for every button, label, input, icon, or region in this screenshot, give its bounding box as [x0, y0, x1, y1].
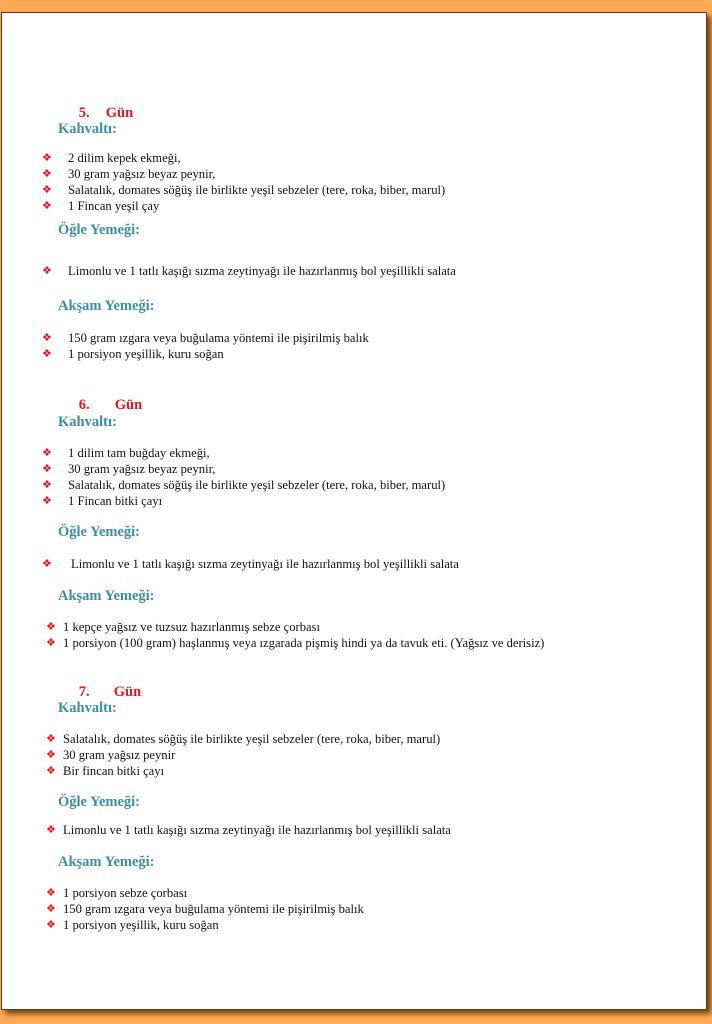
four-diamond-bullet-icon: ❖	[42, 557, 52, 570]
four-diamond-bullet-icon: ❖	[42, 462, 52, 475]
four-diamond-bullet-icon: ❖	[42, 494, 52, 507]
day-7-breakfast-heading: Kahvaltı:	[58, 700, 117, 716]
four-diamond-bullet-icon: ❖	[42, 151, 52, 164]
four-diamond-bullet-icon: ❖	[42, 199, 52, 212]
day-number: 7.	[78, 684, 90, 700]
four-diamond-bullet-icon: ❖	[42, 183, 52, 196]
day-number: 6.	[78, 397, 90, 413]
day-6-lunch-heading: Öğle Yemeği:	[58, 524, 141, 540]
day-5-breakfast-heading: Kahvaltı:	[58, 121, 117, 137]
day-number: 5.	[78, 105, 90, 121]
page-content: 5. Gün Kahvaltı: ❖ 2 dilim kepek ekmeği, ❖ 30 gram yağsız beyaz peynir, ❖ Salatalık, domates söğüş ile birlikte yeşil sebzeler (tere, roka, biber, marul) ❖ 1 Fincan yeşil çay Öğle Yemeği: ❖ Limonlu ve 1 tatlı kaşığı sızma zeytinyağı ile hazırlanmış bol yeşillikli salata Akşam Yemeği: ❖ 150 gram ızgara veya buğulama yöntemi ile pişirilmiş balık ❖ 1 porsiyon yeşillik, kuru soğan 6. Gün Kahvaltı: ❖ 1 dilim tam buğday ekmeği, ❖ 30 gram yağsız beyaz peynir, ❖ Salatalık, domates söğüş ile birlikte yeşil sebzeler (tere, roka, biber, marul) ❖ 1 Fincan bitki çayı Öğle Yemeği: ❖ Limonlu ve 1 tatlı kaşığı sızma zeytinyağı ile hazırlanmış bol yeşillikli salata Akşam Yemeği: ❖ 1 kepçe yağsız ve tuzsuz hazırlanmış sebze çorbası ❖ 1 porsiyon (100 gram) haşlanmış veya ızgarada pişmiş hindi ya da tavuk eti. (Yağsız ve derisiz) 7. Gün Kahvaltı: ❖ Salatalık, domates söğüş ile birlikte yeşil sebzeler (tere, roka, biber, marul) ❖ 30 gram yağsız peynir ❖ Bir fincan bitki çayı Öğle Yemeği: ❖ Limonlu ve 1 tatlı kaşığı sızma zeytinyağı ile hazırlanmış bol yeşillikli salata Akşam Yemeği: ❖ 1 porsiyon sebze çorbası ❖ 150 gram ızgara veya buğulama yöntemi ile pişirilmiş balık ❖ 1 porsiyon yeşillik, kuru soğan	[2, 13, 706, 1009]
four-diamond-bullet-icon: ❖	[42, 347, 52, 360]
four-diamond-bullet-icon: ❖	[42, 331, 52, 344]
four-diamond-bullet-icon: ❖	[42, 167, 52, 180]
day-5-lunch-heading: Öğle Yemeği:	[58, 222, 141, 238]
four-diamond-bullet-icon: ❖	[46, 620, 56, 633]
four-diamond-bullet-icon: ❖	[46, 764, 56, 777]
four-diamond-bullet-icon: ❖	[46, 636, 56, 649]
four-diamond-bullet-icon: ❖	[42, 446, 52, 459]
day-7-dinner-heading: Akşam Yemeği:	[58, 854, 155, 870]
four-diamond-bullet-icon: ❖	[46, 732, 56, 745]
four-diamond-bullet-icon: ❖	[46, 748, 56, 761]
day-6-breakfast-heading: Kahvaltı:	[58, 414, 117, 430]
day-label: Gün	[114, 397, 143, 413]
four-diamond-bullet-icon: ❖	[46, 918, 56, 931]
four-diamond-bullet-icon: ❖	[42, 478, 52, 491]
day-label: Gün	[113, 684, 142, 700]
day-6-dinner-heading: Akşam Yemeği:	[58, 588, 155, 604]
document-page	[1, 12, 707, 1010]
day-label: Gün	[105, 105, 134, 121]
day-5-dinner-heading: Akşam Yemeği:	[58, 298, 155, 314]
four-diamond-bullet-icon: ❖	[42, 264, 52, 277]
four-diamond-bullet-icon: ❖	[46, 886, 56, 899]
four-diamond-bullet-icon: ❖	[46, 902, 56, 915]
day-7-lunch-heading: Öğle Yemeği:	[58, 794, 141, 810]
four-diamond-bullet-icon: ❖	[46, 823, 56, 836]
